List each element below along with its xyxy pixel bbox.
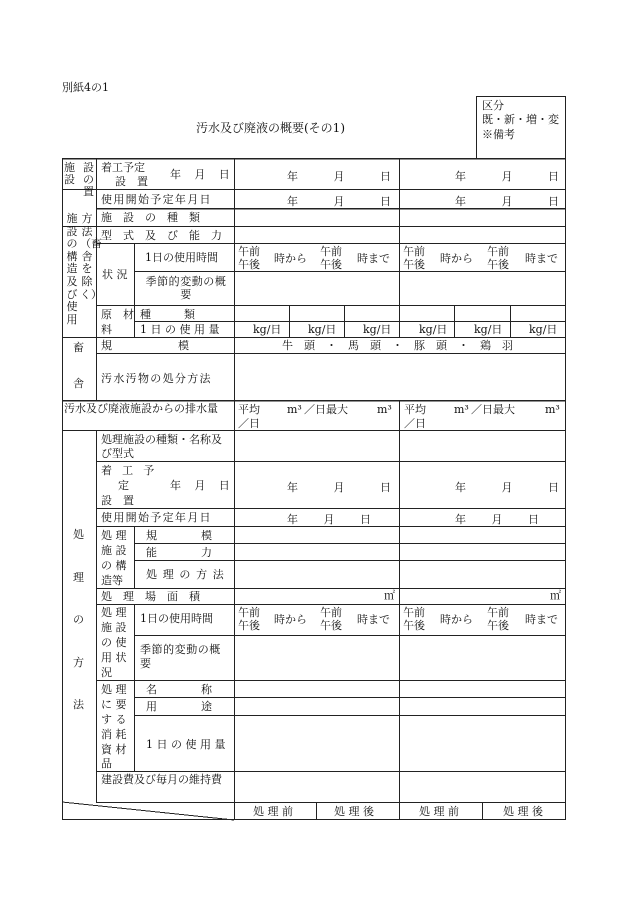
consumables-label-6: 品 [101,757,112,770]
pm-label: 午後 [487,619,509,632]
treatment-use-start-label: 使用開始予定年月日 [101,511,212,524]
status-label: 状 況 [102,268,128,281]
use-start-date-1: 年 月 日 [287,195,391,208]
struct-label-3: の 構 [101,559,127,572]
am-label: 午前 [403,245,425,258]
structure-label-col1: 施設の構造及び使用 [66,212,78,326]
m3-unit: m³ [545,403,560,416]
treatment-area-label: 処 理 場 面 積 [101,590,200,603]
from-label: 時から [440,613,473,626]
seasonal-variation-label: 季節的変動の概要 [145,275,227,301]
category-label: 区分 [482,99,504,112]
kg-per-day-unit: kg/日 [363,323,392,336]
treatment-use-start-date-1: 年 月 日 [287,513,371,526]
am-label: 午前 [238,606,260,619]
construction-maintenance-cost-label: 建設費及び毎月の維持費 [101,773,222,786]
treatment-use-start-date-2: 年 月 日 [455,513,539,526]
use-label-2: 施 設 [101,621,127,634]
form-title: 汚水及び廃液の概要(その1) [196,121,345,135]
kg-per-day-unit: kg/日 [419,323,448,336]
m2-unit: ㎡ [550,589,561,602]
pm-label: 午後 [487,258,509,271]
facility-installation-label: 施 設 設 の 置 [64,161,94,198]
am-label: 午前 [238,245,260,258]
treatment-start-label-2: 定 [118,479,129,492]
struct-label-1: 処 理 [101,529,127,542]
pm-label: 午後 [320,258,342,271]
raw-material-label: 原 材 [101,308,134,321]
daily-hours-label: 1日の使用時間 [145,251,218,264]
use-label-5: 況 [101,666,112,679]
consumables-label-1: 処 理 [101,683,127,696]
pm-label: 午後 [238,619,260,632]
after-treatment-label: 処 理 後 [503,805,543,818]
use-start-date-2: 年 月 日 [455,195,559,208]
per-day-label: ／日 [238,417,260,430]
m3-unit: m³ [377,403,392,416]
struct-label-2: 施 設 [101,544,127,557]
consumable-daily-amount-label: 1 日 の 使 用 量 [146,738,226,751]
treatment-start-label: 着 工 予 [101,464,158,477]
daily-max-label: ／日最大 [304,403,348,416]
barn-label-2: 舎 [73,377,84,390]
structure-label-col2: 方法（畜舎を除く） [80,212,102,301]
pm-label: 午後 [238,258,260,271]
animal-counts: 牛 頭 ・ 馬 頭 ・ 豚 頭 ・ 鶏 羽 [282,339,513,352]
consumables-label-5: 資 材 [101,743,127,756]
pm-label: 午後 [403,619,425,632]
to-label: 時まで [525,613,558,626]
category-options: 既・新・増・変 [482,113,559,126]
treatment-hours-label: 1日の使用時間 [140,612,213,625]
after-treatment-label: 処 理 後 [334,805,374,818]
am-label: 午前 [403,606,425,619]
m3-unit: m³ [287,403,302,416]
am-label: 午前 [320,245,342,258]
am-label: 午前 [320,606,342,619]
am-label: 午前 [487,245,509,258]
average-label: 平均 [404,403,426,416]
treatment-planned-date-2: 年 月 日 [455,481,559,494]
document-reference: 別紙4の1 [62,81,109,94]
kg-per-day-unit: kg/日 [308,323,337,336]
to-label: 時まで [357,613,390,626]
kg-per-day-unit: kg/日 [474,323,503,336]
treatment-method-label: 処 理 の 方 法 [146,568,225,581]
treatment-capacity-label: 能 力 [146,546,212,559]
waste-disposal-label: 汚水汚物の処分方法 [101,372,212,385]
facility-kind-label: 施 設 の 種 類 [101,211,200,224]
remarks-label: ※備考 [482,128,515,141]
use-label-1: 処 理 [101,606,127,619]
treatment-start-label-3: 設 置 [101,494,134,507]
ymd-label: 年 月 日 [170,168,235,181]
consumable-purpose-label: 用 途 [146,700,212,713]
use-label-3: の 使 [101,636,127,649]
daily-max-label: ／日最大 [471,403,515,416]
start-planned-sub: 設 置 [115,175,148,188]
barn-scale-label: 規 模 [101,339,189,352]
consumables-label-3: す る [101,713,127,726]
kg-per-day-unit: kg/日 [529,323,558,336]
treatment-facility-kind-label: 処理施設の種類・名称及び型式 [101,433,222,460]
to-label: 時まで [357,252,390,265]
start-planned-label: 着工予定 [101,161,145,174]
struct-label-4: 造等 [101,574,123,587]
consumables-label-4: 消 耗 [101,728,127,741]
pm-label: 午後 [320,619,342,632]
barn-label-1: 畜 [73,341,84,354]
treatment-label-3: の [73,613,84,626]
per-day-label: ／日 [404,417,426,430]
use-start-label: 使用開始予定年月日 [101,193,212,206]
discharge-volume-label: 汚水及び廃液施設からの排水量 [64,402,218,415]
treatment-planned-date-1: 年 月 日 [287,481,391,494]
consumables-label-2: に 要 [101,698,127,711]
from-label: 時から [440,252,473,265]
consumable-name-label: 名 称 [146,683,212,696]
planned-date-1: 年 月 日 [287,170,391,183]
raw-material-label-2: 料 [101,323,112,336]
average-label: 平均 [238,403,260,416]
model-capacity-label: 型 式 及 び 能 力 [101,229,222,242]
from-label: 時から [274,252,307,265]
pm-label: 午後 [403,258,425,271]
ymd-label: 年 月 日 [170,479,235,492]
treatment-seasonal-label: 季節的変動の概要 [140,643,221,670]
treatment-label-2: 理 [73,571,84,584]
m2-unit: ㎡ [384,589,395,602]
raw-kind-label: 種 類 [140,308,195,321]
before-treatment-label: 処 理 前 [253,805,293,818]
treatment-label-4: 方 [73,656,84,669]
treatment-scale-label: 規 模 [146,529,212,542]
am-label: 午前 [487,606,509,619]
raw-daily-amount-label: 1 日 の 使 用 量 [140,323,220,336]
kg-per-day-unit: kg/日 [253,323,282,336]
m3-unit: m³ [454,403,469,416]
planned-date-2: 年 月 日 [455,170,559,183]
before-treatment-label: 処 理 前 [419,805,459,818]
treatment-label-1: 処 [73,528,84,541]
use-label-4: 用 状 [101,651,127,664]
to-label: 時まで [525,252,558,265]
treatment-label-5: 法 [73,698,84,711]
from-label: 時から [274,613,307,626]
